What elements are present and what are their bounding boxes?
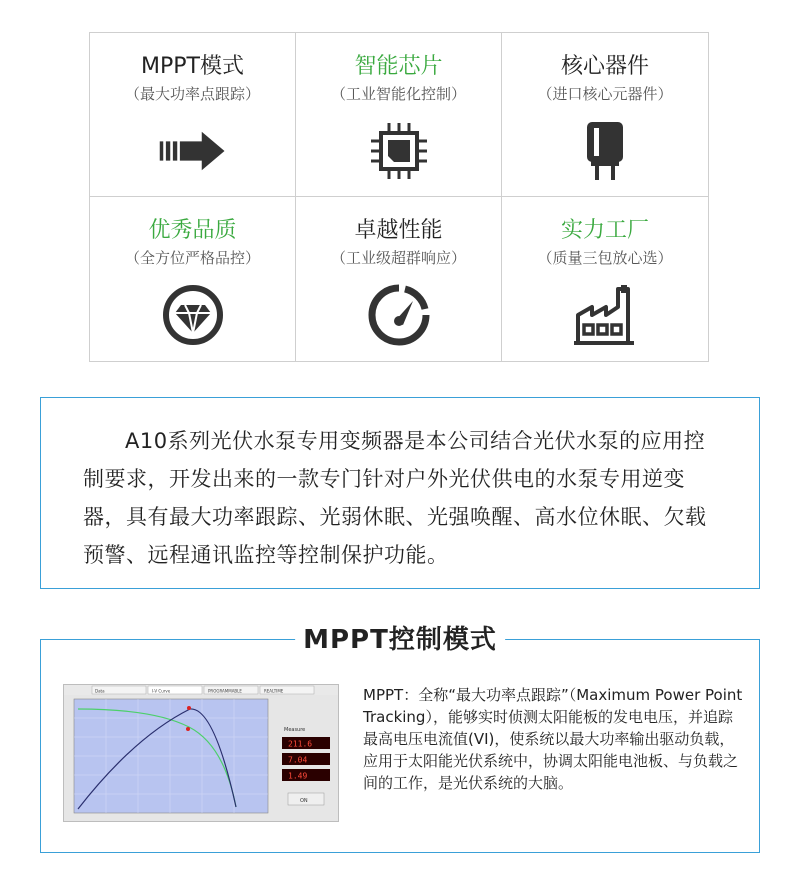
chip-icon <box>364 121 434 181</box>
readout-value: 211.6 <box>288 739 313 749</box>
tab-label: Data <box>95 688 105 694</box>
tab-label: I-V Curve <box>152 688 171 694</box>
section-title: MPPT控制模式 <box>295 622 505 658</box>
feature-subtitle: （质量三包放心选） <box>537 249 673 267</box>
feature-grid <box>89 32 709 362</box>
feature-title: 实力工厂 <box>560 218 649 243</box>
feature-subtitle: （全方位严格品控） <box>124 249 260 267</box>
gauge-icon <box>364 285 434 345</box>
feature-subtitle: （最大功率点跟踪） <box>124 85 260 103</box>
feature-quality <box>90 197 296 361</box>
on-button-label: ON <box>300 798 308 804</box>
tab-label: REALTIME <box>264 688 284 694</box>
feature-title: 核心器件 <box>560 54 649 79</box>
feature-title: 优秀品质 <box>148 218 237 243</box>
max-power-point <box>187 706 191 710</box>
description-text: A10系列光伏水泵专用变频器是本公司结合光伏水泵的应用控制要求，开发出来的一款专门针对户外光伏供电的水泵专用逆变器，具有最大功率跟踪、光弱休眠、光强唤醒、高水位休眠、欠载预警、远程通讯监控等控制保护功能。 <box>83 429 707 567</box>
feature-chip <box>296 33 502 197</box>
feature-subtitle: （工业级超群响应） <box>330 249 466 267</box>
feature-subtitle: （进口核心元器件） <box>537 85 673 103</box>
arrow-right-icon <box>158 121 228 181</box>
feature-subtitle: （工业智能化控制） <box>330 85 466 103</box>
readout-value: 7.04 <box>288 755 308 765</box>
mppt-description: MPPT：全称“最大功率点跟踪”（Maximum Power Point Tracking），能够实时侦测太阳能板的发电电压，并追踪最高电压电流值(VI)，使系统以最大功率输出驱动负载，应用于太阳能光伏系统中，协调太阳能电池板、与负载之间的工作，是光伏系统的大脑。 <box>363 686 743 792</box>
mppt-section <box>40 625 760 853</box>
feature-mppt <box>90 33 296 197</box>
feature-title: 智能芯片 <box>354 54 443 79</box>
readout-value: 1.49 <box>288 771 308 781</box>
capacitor-icon <box>570 121 640 181</box>
measure-label: Measure <box>284 727 306 733</box>
tab-label: PROGRAMMABLE <box>208 688 242 694</box>
feature-performance <box>296 197 502 361</box>
feature-title: MPPT模式 <box>141 54 244 79</box>
diamond-icon <box>158 285 228 345</box>
feature-factory <box>502 197 708 361</box>
feature-title: 卓越性能 <box>354 218 443 243</box>
factory-icon <box>570 285 640 345</box>
description-box <box>40 397 760 589</box>
feature-components <box>502 33 708 197</box>
operating-point <box>186 727 190 731</box>
iv-curve-screenshot <box>63 684 339 822</box>
